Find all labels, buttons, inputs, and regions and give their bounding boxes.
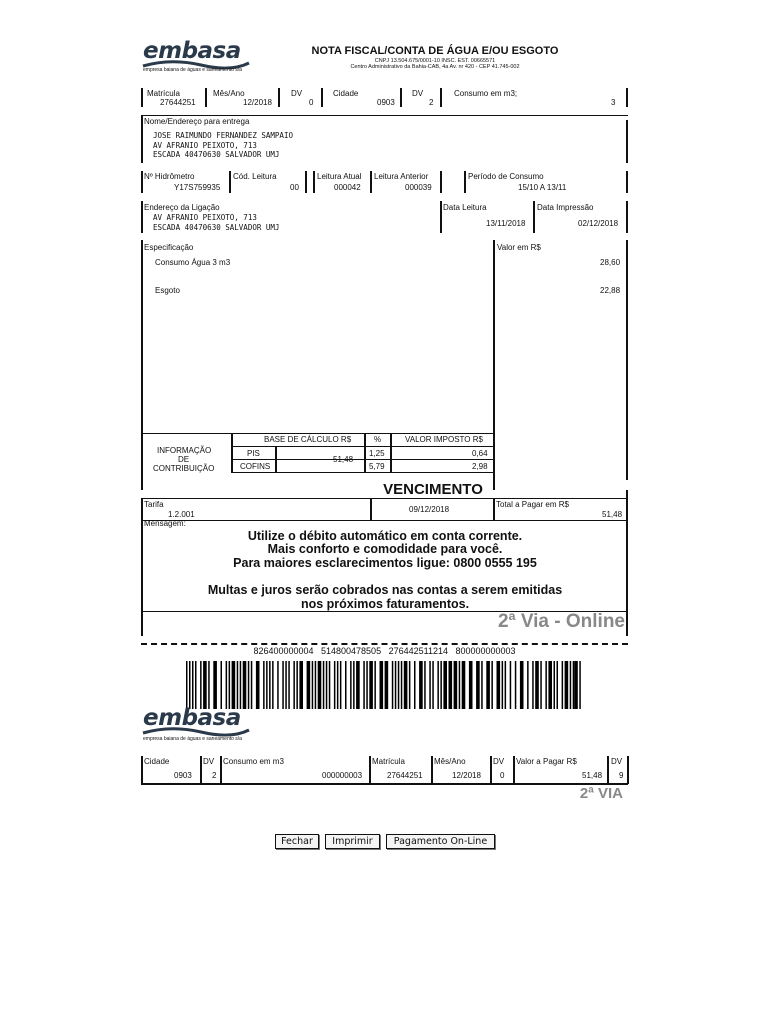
leitura-anterior-label: Leitura Anterior <box>374 172 429 181</box>
dv1-label: DV <box>291 89 303 98</box>
tax-name-pis: PIS <box>247 449 260 458</box>
item-valor-0: 28,60 <box>600 258 621 267</box>
data-impressao-label: Data Impressão <box>537 203 594 212</box>
logo-tagline-stub: empresa baiana de águas e saneamento s/a <box>143 736 242 742</box>
ligacao-line2: ESCADA 40470630 SALVADOR UMJ <box>153 223 280 232</box>
company-address: Centro Administrativo da Bahia-CAB, 4a Av. nr 420 - CEP 41.745-002 <box>350 64 520 70</box>
mensagem-line1: Utilize o débito automático em conta corrente. <box>247 529 523 543</box>
tarifa-value: 1.2.001 <box>168 510 195 519</box>
info-contrib-line3: CONTRIBUIÇÃO <box>153 464 215 473</box>
logo-text-stub: embasa <box>143 705 241 731</box>
matricula-value: 27644251 <box>160 98 196 107</box>
data-leitura-label: Data Leitura <box>443 203 487 212</box>
stub-dv1-label: DV <box>203 757 215 766</box>
tax-base-value: 51,48 <box>333 455 354 464</box>
cidade-label: Cidade <box>333 89 359 98</box>
barcode-digits: 826400000004 514800478505 276442511214 800000000003 <box>253 646 516 656</box>
mensagem-line3: Para maiores esclarecimentos ligue: 0800 0555 195 <box>233 556 537 570</box>
imprimir-button[interactable]: Imprimir <box>325 834 380 849</box>
cod-leitura-label: Cód. Leitura <box>233 172 277 181</box>
mensagem-line5: nos próximos faturamentos. <box>300 597 470 611</box>
info-contrib-line1: INFORMAÇÃO <box>157 446 212 455</box>
ligacao-line1: AV AFRANIO PEIXOTO, 713 <box>153 213 257 222</box>
stub-dv3-value: 9 <box>619 771 624 780</box>
stub-consumo-value: 000000003 <box>322 771 363 780</box>
dv2-value: 2 <box>429 98 434 107</box>
especificacao-label: Especificação <box>144 243 194 252</box>
data-impressao-value: 02/12/2018 <box>578 219 619 228</box>
stub-dv2-value: 0 <box>500 771 505 780</box>
item-desc-0: Consumo Água 3 m3 <box>155 258 231 267</box>
periodo-value: 15/10 A 13/11 <box>518 183 567 192</box>
stub-dv2-label: DV <box>493 757 505 766</box>
ligacao-label: Endereço da Ligação <box>144 203 220 212</box>
stub-via-label: 2ª VIA <box>579 785 623 802</box>
valor-em-label: Valor em R$ <box>497 243 541 252</box>
total-value: 51,48 <box>602 510 623 519</box>
mensagem-line2: Mais conforto e comodidade para você. <box>267 542 503 556</box>
mesano-label: Mês/Ano <box>213 89 245 98</box>
tax-pct-pis: 1,25 <box>369 449 385 458</box>
vencimento-date: 09/12/2018 <box>409 505 450 514</box>
item-desc-1: Esgoto <box>155 286 180 295</box>
tax-pct-cofins: 5,79 <box>369 462 385 471</box>
stub-mesano-label: Mês/Ano <box>434 757 466 766</box>
hidrometro-label: Nº Hidrômetro <box>144 172 195 181</box>
stub-valor-value: 51,48 <box>582 771 603 780</box>
fechar-button[interactable]: Fechar <box>275 834 319 849</box>
company-cnpj: CNPJ 13.504.675/0001-10 INSC. EST. 00665571 <box>374 58 496 64</box>
logo-text: embasa <box>143 38 241 64</box>
tax-valor-pis: 0,64 <box>472 449 488 458</box>
item-valor-1: 22,88 <box>600 286 621 295</box>
stub-mesano-value: 12/2018 <box>452 771 481 780</box>
leitura-atual-value: 000042 <box>334 183 361 192</box>
stub-valor-label: Valor a Pagar R$ <box>516 757 577 766</box>
tax-valor-cofins: 2,98 <box>472 462 488 471</box>
pagamento-online-button[interactable]: Pagamento On-Line <box>386 834 495 849</box>
tarifa-label: Tarifa <box>144 500 164 509</box>
consumo-label: Consumo em m3; <box>454 89 518 98</box>
stub-matricula-label: Matrícula <box>372 757 405 766</box>
leitura-anterior-value: 000039 <box>405 183 432 192</box>
entrega-label: Nome/Endereço para entrega <box>144 117 250 126</box>
stub-matricula-value: 27644251 <box>387 771 423 780</box>
consumo-value: 3 <box>611 98 616 107</box>
stub-dv3-label: DV <box>611 757 623 766</box>
stub-consumo-label: Consumo em m3 <box>223 757 284 766</box>
tax-name-cofins: COFINS <box>240 462 271 471</box>
matricula-label: Matrícula <box>147 89 180 98</box>
stub-dv1-value: 2 <box>212 771 217 780</box>
dv2-label: DV <box>412 89 424 98</box>
stub-cidade-label: Cidade <box>144 757 170 766</box>
total-label: Total a Pagar em R$ <box>496 500 569 509</box>
barcode-image <box>186 661 582 709</box>
valor-imposto-header: VALOR IMPOSTO R$ <box>405 435 483 444</box>
entrega-line2: AV AFRANIO PEIXOTO, 713 <box>153 141 257 150</box>
mensagem-label: Mensagem: <box>144 519 186 528</box>
periodo-label: Período de Consumo <box>468 172 544 181</box>
cut-line <box>141 643 628 645</box>
cidade-value: 0903 <box>377 98 395 107</box>
pct-header: % <box>374 435 382 444</box>
via-online-label: 2ª Via - Online <box>497 611 625 632</box>
mesano-value: 12/2018 <box>243 98 272 107</box>
cod-leitura-value: 00 <box>290 183 299 192</box>
embasa-logo-stub <box>141 705 251 745</box>
dv1-value: 0 <box>309 98 314 107</box>
hidrometro-value: Y17S759935 <box>174 183 221 192</box>
stub-cidade-value: 0903 <box>174 771 192 780</box>
mensagem-line4: Multas e juros serão cobrados nas contas a serem emitidas <box>207 583 563 597</box>
leitura-atual-label: Leitura Atual <box>317 172 362 181</box>
logo-tagline: empresa baiana de águas e saneamento s/a <box>143 67 242 73</box>
info-contrib-line2: DE <box>178 455 190 464</box>
entrega-line3: ESCADA 40470630 SALVADOR UMJ <box>153 150 280 159</box>
vencimento-title: VENCIMENTO <box>383 481 483 498</box>
embasa-logo <box>141 38 251 76</box>
data-leitura-value: 13/11/2018 <box>486 219 526 228</box>
invoice-title: NOTA FISCAL/CONTA DE ÁGUA E/OU ESGOTO <box>311 45 559 57</box>
entrega-line1: JOSE RAIMUNDO FERNANDEZ SAMPAIO <box>153 131 293 140</box>
base-calculo-header: BASE DE CÁLCULO R$ <box>264 435 352 444</box>
